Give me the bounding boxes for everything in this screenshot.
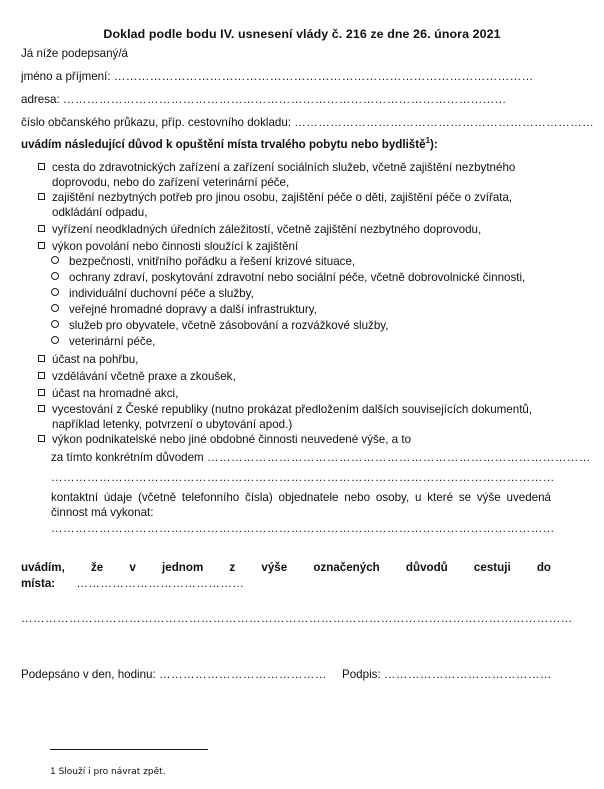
- checkbox-icon[interactable]: [38, 372, 45, 379]
- sub-item-spiritual[interactable]: individuální duchovní péče a služby,: [51, 287, 254, 300]
- checkbox-icon[interactable]: [38, 163, 45, 170]
- reason-item-health[interactable]: cesta do zdravotnických zařízení a zařízení sociálních služeb, včetně zajištění nezbytného doprovodu, nebo do zařízení veterinární péče,: [38, 160, 558, 190]
- reason-item-departure[interactable]: vycestování z České republiky (nutno prokázat předložením dalších souvisejících dokumentů, například letenky, potvrzení o ubytování apod.): [38, 402, 558, 432]
- name-row: [21, 70, 534, 83]
- reason-item-office[interactable]: vyřízení neodkladných úředních záležitostí, včetně zajištění nezbytného doprovodu,: [38, 222, 558, 237]
- business-reason-label: za tímto konkrétním důvodem: [51, 451, 204, 464]
- signed-date-label: Podepsáno v den, hodinu:: [21, 668, 156, 681]
- name-label: jméno a příjmení:: [21, 70, 111, 83]
- reason-item-funeral[interactable]: účast na pohřbu,: [38, 352, 558, 367]
- signature-row: [342, 668, 552, 681]
- checkbox-icon[interactable]: [38, 193, 45, 200]
- business-reason-row: [51, 451, 591, 464]
- document-title: Doklad podle bodu IV. usnesení vlády č. 216 ze dne 26. února 2021: [103, 27, 501, 41]
- checkbox-icon[interactable]: [38, 242, 45, 249]
- sub-item-services[interactable]: služeb pro obyvatele, včetně zásobování a rozvážkové služby,: [51, 319, 388, 332]
- id-label: číslo občanského průkazu, příp. cestovního dokladu:: [21, 116, 292, 129]
- reason-item-work[interactable]: výkon povolání nebo činnosti sloužící k zajištění: [38, 239, 558, 254]
- sub-item-transport[interactable]: veřejné hromadné dopravy a další infrastruktury,: [51, 303, 317, 316]
- address-field[interactable]: …………………………………………………………………………………………………: [62, 93, 507, 106]
- reason-item-needs[interactable]: zajištění nezbytných potřeb pro jinou osobu, zajištění péče o děti, zajištění péče o zvířata, odkládání odpadu,: [38, 190, 558, 220]
- reason-item-education[interactable]: vzdělávání včetně praxe a zkoušek,: [38, 369, 558, 384]
- business-reason-field-line[interactable]: ………………………………………………………………………………………………………………: [51, 471, 555, 484]
- reason-item-business[interactable]: výkon podnikatelské nebo jiné obdobné činnosti neuvedené výše, a to: [38, 432, 558, 447]
- sub-item-security[interactable]: bezpečnosti, vnitřního pořádku a řešení krizové situace,: [51, 255, 355, 268]
- radio-circle-icon[interactable]: [51, 304, 59, 312]
- checkbox-icon[interactable]: [38, 355, 45, 362]
- checkbox-icon[interactable]: [38, 225, 45, 232]
- destination-field-line[interactable]: …………………………………………………………………………………………………………………………: [21, 612, 573, 625]
- radio-circle-icon[interactable]: [51, 272, 59, 280]
- contact-field[interactable]: ………………………………………………………………………………………………………………: [51, 522, 555, 535]
- radio-circle-icon[interactable]: [51, 288, 59, 296]
- checkbox-icon[interactable]: [38, 435, 45, 442]
- address-row: [21, 93, 507, 106]
- contact-text: kontaktní údaje (včetně telefonního čísla) objednatele nebo osoby, u které se výše uvedená činnost má vykonat:: [51, 491, 551, 519]
- radio-circle-icon[interactable]: [51, 256, 59, 264]
- destination-text: uvádím, že v jednom z výše označených důvodů cestuji do místa: ……………………………………: [21, 561, 551, 590]
- address-label: adresa:: [21, 93, 60, 106]
- reason-heading: uvádím následující důvod k opuštění místa trvalého pobytu nebo bydliště$^1$):: [21, 136, 438, 151]
- checkbox-icon[interactable]: [38, 405, 45, 412]
- signature-field[interactable]: ……………………………………: [383, 668, 552, 681]
- sub-item-veterinary[interactable]: veterinární péče,: [51, 335, 155, 348]
- name-field[interactable]: ……………………………………………………………………………………………: [113, 70, 534, 83]
- footnote-ref: 1: [425, 136, 431, 145]
- signature-label: Podpis:: [342, 668, 381, 681]
- id-row: [21, 116, 594, 129]
- destination-field-inline[interactable]: ……………………………………: [76, 577, 245, 590]
- checkbox-icon[interactable]: [38, 389, 45, 396]
- footnote-divider: [50, 749, 208, 750]
- business-reason-field[interactable]: ……………………………………………………………………………………: [206, 451, 591, 464]
- reason-item-event[interactable]: účast na hromadné akci,: [38, 386, 558, 401]
- sub-item-health-care[interactable]: ochrany zdraví, poskytování zdravotní nebo sociální péče, včetně dobrovolnické činnosti,: [51, 271, 525, 284]
- radio-circle-icon[interactable]: [51, 336, 59, 344]
- signer-label: Já níže podepsaný/á: [21, 47, 128, 60]
- footnote-text: 1 Slouží i pro návrat zpět.: [50, 767, 166, 777]
- id-field[interactable]: …………………………………………………………………: [294, 116, 595, 129]
- radio-circle-icon[interactable]: [51, 320, 59, 328]
- signed-date-row: [21, 668, 327, 681]
- signed-date-field[interactable]: ……………………………………: [158, 668, 327, 681]
